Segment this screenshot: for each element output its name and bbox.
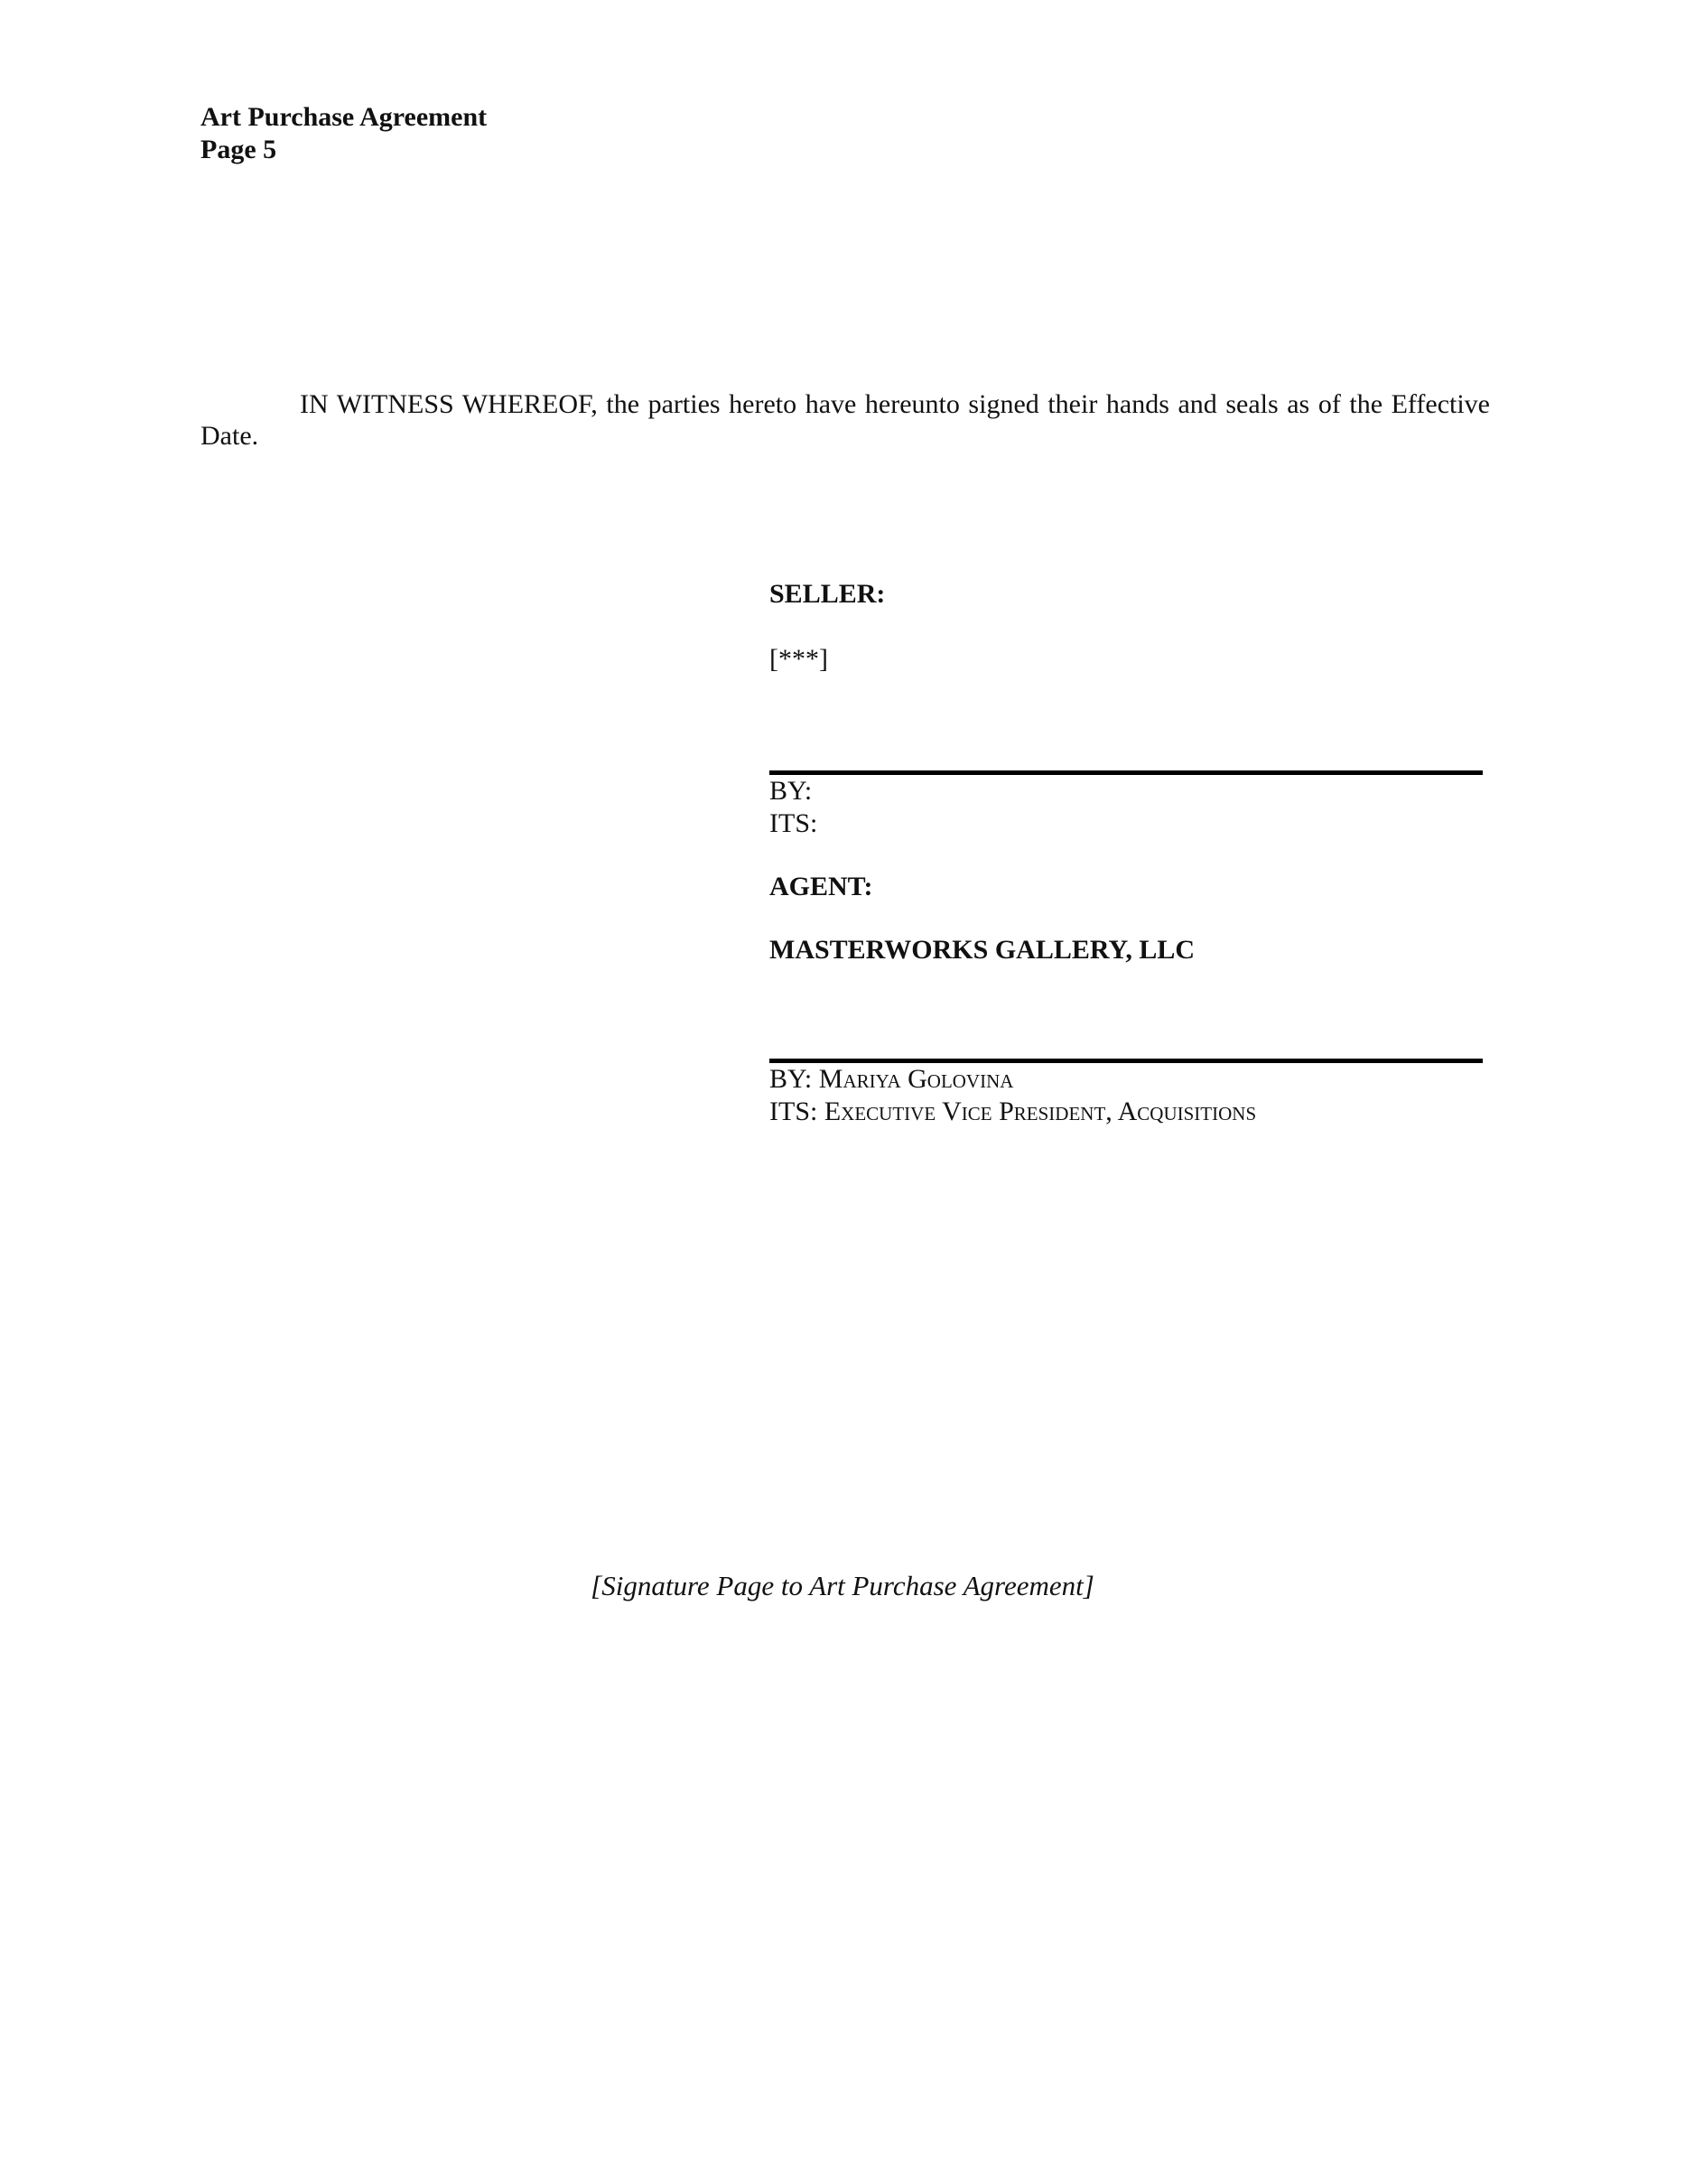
seller-label: SELLER: [769,579,886,609]
agent-by-value: Mariya Golovina [818,1064,1014,1094]
seller-its-row [769,807,1483,840]
seller-by-label: BY: [769,776,813,806]
witness-clause: IN WITNESS WHEREOF, the parties hereto have hereunto signed their hands and seals as of the Effective Date. [200,389,1490,451]
agent-name: MASTERWORKS GALLERY, LLC [769,935,1196,965]
page-number: Page 5 [200,135,277,164]
signature-page-caption: [Signature Page to Art Purchase Agreement] [591,1570,1094,1601]
seller-name: [***] [769,644,828,674]
document-title: Art Purchase Agreement [200,102,488,132]
seller-its-label: ITS: [769,808,818,838]
agent-its-value: Executive Vice President, Acquisitions [824,1097,1257,1126]
agent-by-label: BY: [769,1064,813,1094]
agent-label: AGENT: [769,872,873,901]
agent-by-row [769,1063,1483,1096]
document-header [200,101,487,166]
seller-by-row [769,775,1483,807]
agent-its-row [769,1096,1483,1128]
agent-its-label: ITS: [769,1097,818,1126]
